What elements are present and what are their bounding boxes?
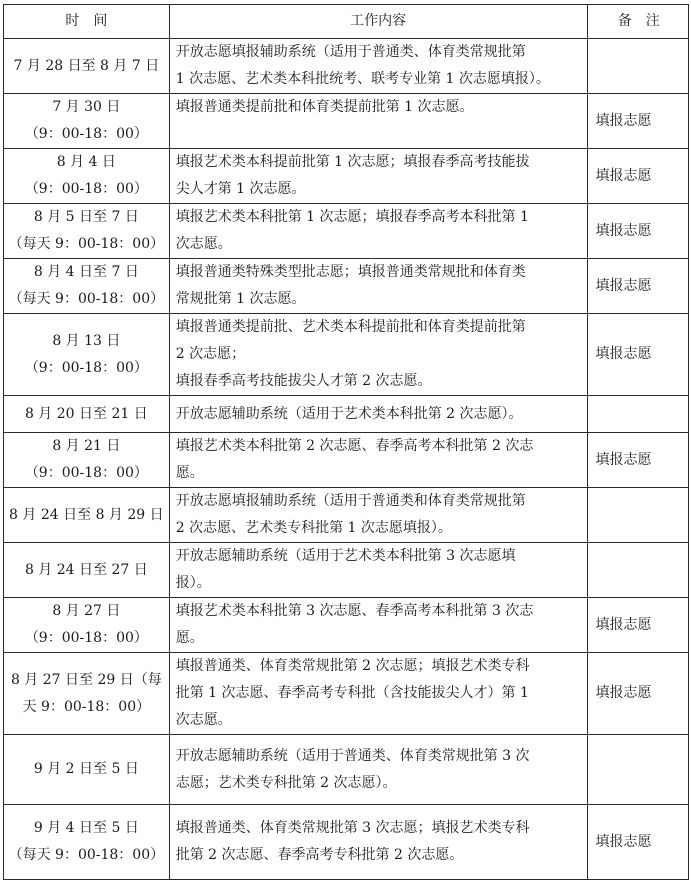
time-line: 9 月 2 日至 5 日 [33, 761, 139, 777]
content-line: 填报艺术类本科提前批第 1 次志愿；填报春季高考技能拔 [175, 154, 530, 170]
header-row [4, 5, 689, 39]
time-cell [4, 204, 170, 259]
content-line: 填报普通类、体育类常规批第 2 次志愿；填报艺术类专科 [175, 658, 530, 674]
time-line: 8 月 24 日至 27 日 [24, 561, 148, 578]
content-line: 2 次志愿； [175, 346, 246, 362]
note-text: 填报志愿 [595, 112, 652, 129]
time-line: （每天 9：00-18：00） [8, 291, 165, 307]
note-cell [587, 259, 688, 314]
content-line: 尖人才第 1 次志愿。 [175, 181, 306, 197]
content-cell [169, 94, 587, 149]
time-line: （每天 9：00-18：00） [8, 236, 165, 252]
content-line: 批第 1 次志愿、春季高考专科批（含技能拔尖人才）第 1 [175, 685, 529, 701]
note-cell [587, 39, 688, 94]
note-cell [587, 488, 688, 543]
table-row [4, 149, 689, 204]
note-text: 填报志愿 [595, 616, 652, 633]
time-cell [4, 149, 170, 204]
content-line: 愿。 [175, 465, 204, 481]
note-text: 填报志愿 [595, 451, 652, 468]
table-row [4, 735, 689, 805]
note-text: 填报志愿 [595, 685, 652, 701]
time-line: （9：00-18：00） [24, 126, 148, 142]
time-line: （9：00-18：00） [24, 465, 148, 481]
time-line: （9：00-18：00） [24, 181, 148, 197]
content-line: 报）。 [175, 575, 211, 591]
content-line: 填报普通类提前批、艺术类本科提前批和体育类提前批第 [175, 319, 526, 335]
time-line: 8 月 13 日 [52, 332, 121, 349]
time-cell [4, 396, 170, 433]
time-cell [4, 433, 170, 488]
content-line [176, 121, 581, 148]
time-line: 8 月 27 日至 29 日（每 [10, 671, 162, 688]
content-cell [169, 653, 587, 735]
note-cell [587, 396, 688, 433]
time-cell [4, 94, 170, 149]
time-cell [4, 488, 170, 543]
note-cell [587, 314, 688, 396]
content-line: 志愿；艺术类专科批第 2 次志愿）。 [175, 774, 397, 791]
table-row [4, 805, 689, 880]
time-line: 8 月 27 日 [52, 603, 121, 619]
content-line: 开放志愿辅助系统（适用于普通类、体育类常规批第 3 次 [175, 747, 530, 764]
header-content: 工作内容 [169, 5, 587, 39]
content-line: 愿。 [175, 630, 204, 646]
time-cell [4, 735, 170, 805]
content-line: 填报普通类特殊类型批志愿；填报普通类常规批和体育类 [175, 264, 526, 280]
time-line: 9 月 4 日至 5 日 [33, 820, 139, 836]
time-line: 8 月 5 日至 7 日 [33, 209, 139, 225]
content-line: 次志愿。 [175, 712, 232, 728]
table-row [4, 314, 689, 396]
content-line: 填报艺术类本科批第 3 次志愿、春季高考本科批第 3 次志 [175, 603, 534, 619]
content-line: 填报艺术类本科批第 1 次志愿；填报春季高考本科批第 1 [175, 209, 529, 225]
content-cell [169, 39, 587, 94]
note-text: 填报志愿 [595, 167, 652, 184]
table-body [4, 39, 689, 880]
content-cell [169, 204, 587, 259]
time-line: 8 月 4 日 [56, 154, 116, 170]
time-cell [4, 653, 170, 735]
header-note: 备 注 [587, 5, 688, 39]
table-row [4, 598, 689, 653]
time-line: 8 月 20 日至 21 日 [24, 405, 148, 422]
time-cell [4, 314, 170, 396]
time-cell [4, 39, 170, 94]
content-cell [169, 805, 587, 880]
time-line: （9：00-18：00） [24, 630, 148, 646]
content-cell [169, 314, 587, 396]
content-cell [169, 149, 587, 204]
schedule-table [3, 4, 689, 880]
time-cell [4, 805, 170, 880]
note-cell [587, 94, 688, 149]
note-cell [587, 598, 688, 653]
content-line: 常规批第 1 次志愿。 [175, 291, 306, 307]
note-text: 填报志愿 [595, 833, 652, 850]
content-line: 开放志愿填报辅助系统（适用于普通类、体育类常规批第 [175, 44, 526, 60]
note-cell [587, 653, 688, 735]
content-cell [169, 598, 587, 653]
table-row [4, 204, 689, 259]
note-cell [587, 433, 688, 488]
time-cell [4, 543, 170, 598]
content-line: 开放志愿辅助系统（适用于艺术类本科批第 2 次志愿）。 [175, 405, 523, 422]
note-text: 填报志愿 [595, 277, 652, 294]
time-cell [4, 598, 170, 653]
content-line: 填报春季高考技能拔尖人才第 2 次志愿。 [175, 373, 432, 389]
time-cell [4, 259, 170, 314]
note-cell [587, 204, 688, 259]
content-cell [169, 396, 587, 433]
time-line: 8 月 21 日 [52, 438, 121, 454]
content-cell [169, 259, 587, 314]
content-line: 次志愿。 [175, 236, 232, 252]
content-line: 开放志愿填报辅助系统（适用于普通类和体育类常规批第 [175, 493, 526, 509]
content-line: 批第 2 次志愿、春季高考专科批第 2 次志愿。 [175, 847, 464, 863]
content-line: 开放志愿辅助系统（适用于艺术类本科批第 3 次志愿填 [175, 548, 516, 564]
content-line: 填报普通类、体育类常规批第 3 次志愿；填报艺术类专科 [175, 820, 530, 836]
time-line: 8 月 24 日至 8 月 29 日 [9, 506, 164, 523]
table-row [4, 433, 689, 488]
time-line: 7 月 28 日至 8 月 7 日 [13, 57, 160, 74]
note-cell [587, 149, 688, 204]
note-cell [587, 543, 688, 598]
note-cell [587, 735, 688, 805]
time-line: 8 月 4 日至 7 日 [33, 264, 139, 280]
time-line: 天 9：00-18：00） [22, 698, 151, 715]
time-line: （9：00-18：00） [24, 359, 148, 376]
time-line: （每天 9：00-18：00） [8, 847, 165, 863]
content-cell [169, 735, 587, 805]
content-line: 填报艺术类本科批第 2 次志愿、春季高考本科批第 2 次志 [175, 438, 534, 454]
table-row [4, 543, 689, 598]
table-row [4, 259, 689, 314]
note-text: 填报志愿 [595, 346, 652, 362]
note-cell [587, 805, 688, 880]
content-cell [169, 488, 587, 543]
content-line: 填报普通类提前批和体育类提前批第 1 次志愿。 [175, 99, 474, 115]
table-row [4, 488, 689, 543]
header-time: 时 间 [4, 5, 170, 39]
content-line: 1 次志愿、艺术类本科批统考、联考专业第 1 次志愿填报）。 [175, 71, 550, 87]
note-text: 填报志愿 [595, 222, 652, 239]
time-line: 7 月 30 日 [52, 99, 121, 115]
content-cell [169, 433, 587, 488]
table-row [4, 94, 689, 149]
content-cell [169, 543, 587, 598]
content-line: 2 次志愿、艺术类专科批第 1 次志愿填报）。 [175, 520, 452, 536]
table-row [4, 396, 689, 433]
table-row [4, 653, 689, 735]
table-row [4, 39, 689, 94]
